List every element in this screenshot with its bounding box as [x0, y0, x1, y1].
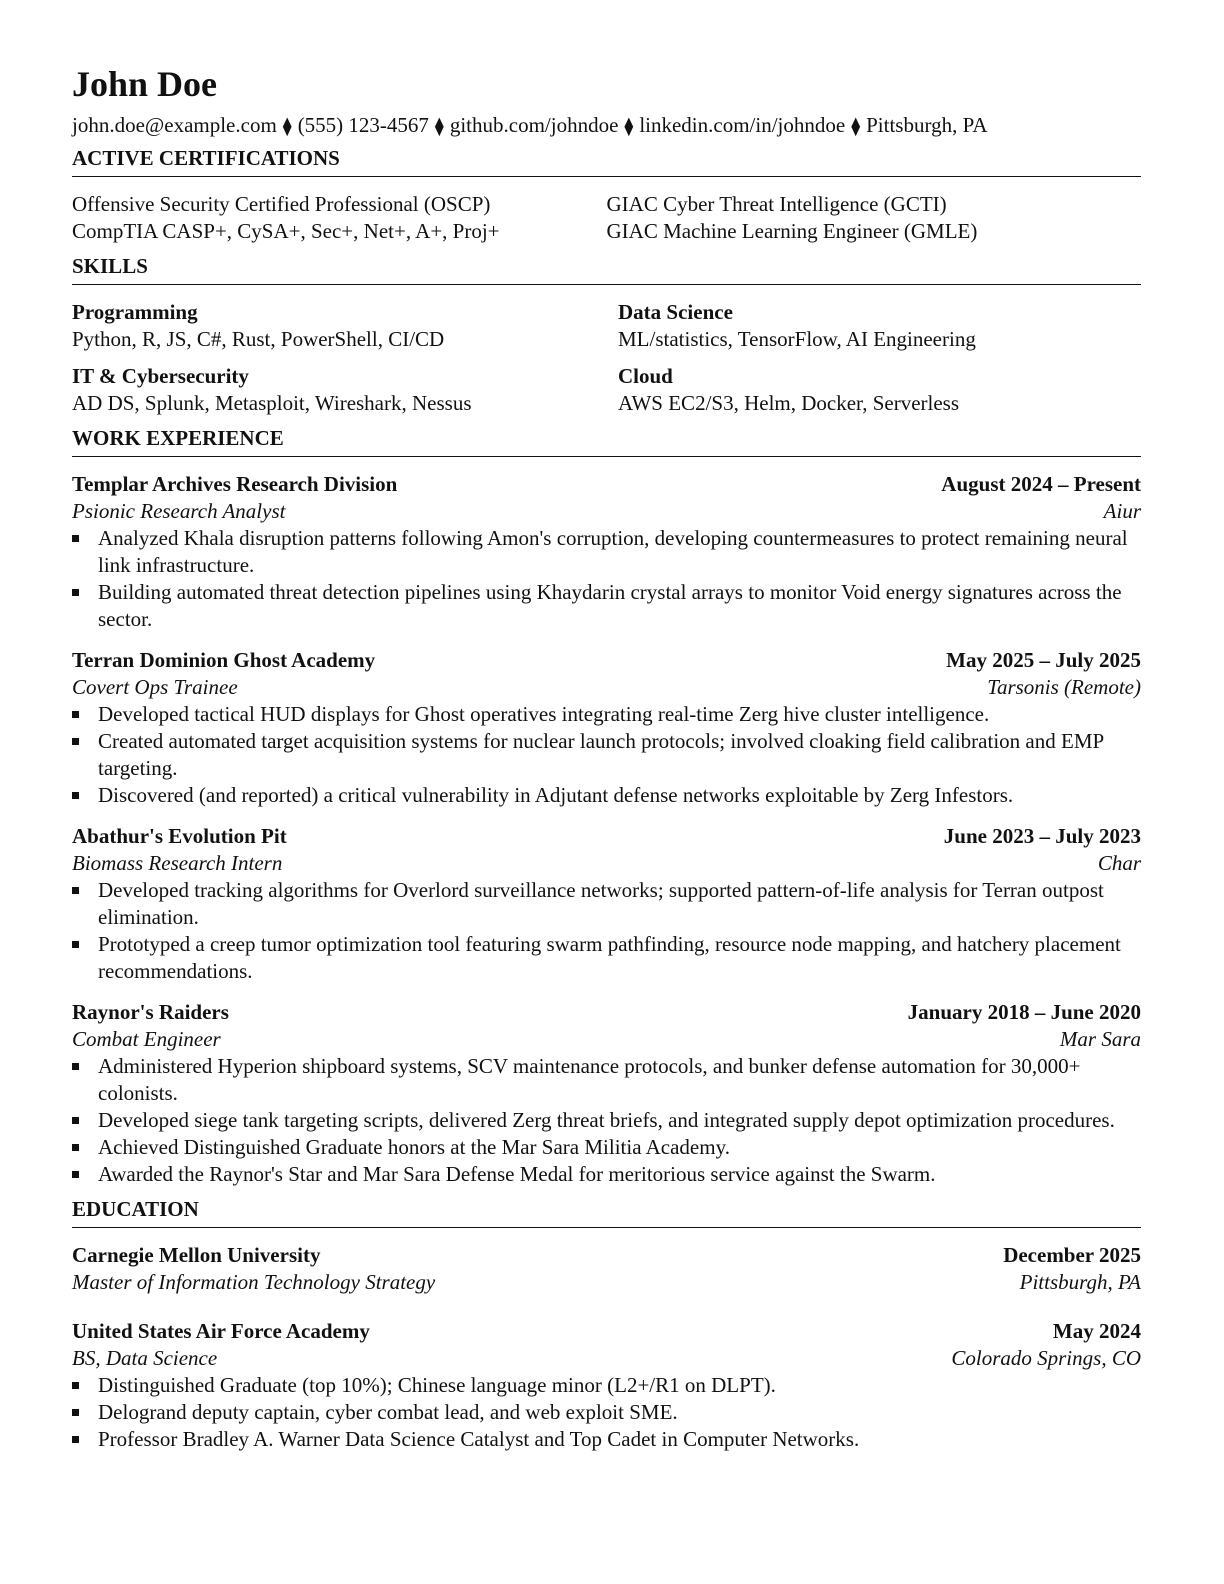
work-experience-heading: WORK EXPERIENCE — [72, 425, 1141, 457]
contact-email[interactable]: john.doe@example.com — [72, 113, 277, 137]
job-organization: Templar Archives Research Division — [72, 472, 398, 496]
education-entry — [72, 1318, 1141, 1453]
square-bullet-icon — [72, 1382, 79, 1389]
square-bullet-icon — [72, 1171, 79, 1178]
school-name: United States Air Force Academy — [72, 1319, 370, 1343]
skill-group-programming — [72, 299, 618, 353]
job-organization: Terran Dominion Ghost Academy — [72, 648, 376, 672]
contact-github[interactable]: github.com/johndoe — [449, 113, 619, 137]
skill-group-title: Cloud — [618, 364, 673, 388]
list-item: Discovered (and reported) a critical vulnerability in Adjutant defense networks exploitable by Zerg Infestors. — [72, 782, 1141, 809]
square-bullet-icon — [72, 738, 79, 745]
list-item: Distinguished Graduate (top 10%); Chinese language minor (L2+/R1 on DLPT). — [72, 1372, 1141, 1399]
certifications-heading: ACTIVE CERTIFICATIONS — [72, 145, 1141, 177]
contact-location: Pittsburgh, PA — [866, 113, 988, 137]
job-role: Biomass Research Intern — [72, 851, 283, 875]
list-item: Analyzed Khala disruption patterns following Amon's corruption, developing countermeasures to protect remaining neural link infrastructure. — [72, 525, 1141, 579]
job-role: Psionic Research Analyst — [72, 499, 286, 523]
school-degree: Master of Information Technology Strategy — [72, 1270, 436, 1294]
square-bullet-icon — [72, 1117, 79, 1124]
job-entry — [72, 647, 1141, 809]
job-organization: Raynor's Raiders — [72, 1000, 229, 1024]
candidate-name: John Doe — [72, 64, 218, 104]
skill-group-cloud — [618, 363, 1141, 417]
job-role: Combat Engineer — [72, 1027, 221, 1051]
square-bullet-icon — [72, 1144, 79, 1151]
skill-group-title: IT & Cybersecurity — [72, 364, 249, 388]
education-entry — [72, 1242, 1141, 1296]
list-item: Achieved Distinguished Graduate honors at the Mar Sara Militia Academy. — [72, 1134, 1141, 1161]
job-dates: January 2018 – June 2020 — [907, 1000, 1141, 1024]
certification-item: GIAC Machine Learning Engineer (GMLE) — [606, 219, 978, 243]
job-role: Covert Ops Trainee — [72, 675, 238, 699]
square-bullet-icon — [72, 1063, 79, 1070]
certification-item: GIAC Cyber Threat Intelligence (GCTI) — [606, 192, 947, 216]
skill-group-items: Python, R, JS, C#, Rust, PowerShell, CI/CD — [72, 327, 445, 351]
list-item: Professor Bradley A. Warner Data Science Catalyst and Top Cadet in Computer Networks. — [72, 1426, 1141, 1453]
certifications-list — [72, 191, 1141, 245]
skill-group-items: ML/statistics, TensorFlow, AI Engineering — [618, 327, 976, 351]
list-item: Developed siege tank targeting scripts, delivered Zerg threat briefs, and integrated supply depot optimization procedures. — [72, 1107, 1141, 1134]
job-entry — [72, 823, 1141, 985]
square-bullet-icon — [72, 792, 79, 799]
skill-group-data-science — [618, 299, 1141, 353]
contact-linkedin[interactable]: linkedin.com/in/johndoe — [639, 113, 846, 137]
school-name: Carnegie Mellon University — [72, 1243, 321, 1267]
list-item: Building automated threat detection pipelines using Khaydarin crystal arrays to monitor Void energy signatures across the sector. — [72, 579, 1141, 633]
diamond-separator-icon: ⧫ — [851, 116, 861, 136]
list-item: Awarded the Raynor's Star and Mar Sara Defense Medal for meritorious service against the Swarm. — [72, 1161, 1141, 1188]
skills-heading: SKILLS — [72, 253, 1141, 285]
contact-line — [72, 110, 1141, 141]
skill-group-items: AD DS, Splunk, Metasploit, Wireshark, Nessus — [72, 391, 472, 415]
contact-phone[interactable]: (555) 123-4567 — [297, 113, 429, 137]
job-location: Char — [1097, 851, 1141, 875]
job-location: Tarsonis (Remote) — [987, 675, 1141, 699]
list-item: Developed tactical HUD displays for Ghost operatives integrating real-time Zerg hive cluster intelligence. — [72, 701, 1141, 728]
list-item: Prototyped a creep tumor optimization tool featuring swarm pathfinding, resource node mapping, and hatchery placement recommendations. — [72, 931, 1141, 985]
diamond-separator-icon: ⧫ — [624, 116, 634, 136]
list-item: Delogrand deputy captain, cyber combat lead, and web exploit SME. — [72, 1399, 1141, 1426]
job-entry — [72, 999, 1141, 1188]
diamond-separator-icon: ⧫ — [434, 116, 444, 136]
education-heading: EDUCATION — [72, 1196, 1141, 1228]
job-location: Mar Sara — [1059, 1027, 1141, 1051]
square-bullet-icon — [72, 711, 79, 718]
school-location: Pittsburgh, PA — [1019, 1270, 1141, 1294]
skill-group-title: Programming — [72, 300, 198, 324]
certification-item: CompTIA CASP+, CySA+, Sec+, Net+, A+, Proj+ — [72, 219, 500, 243]
school-degree: BS, Data Science — [72, 1346, 218, 1370]
job-dates: May 2025 – July 2025 — [946, 648, 1141, 672]
square-bullet-icon — [72, 535, 79, 542]
square-bullet-icon — [72, 1409, 79, 1416]
job-organization: Abathur's Evolution Pit — [72, 824, 287, 848]
job-entry — [72, 471, 1141, 633]
resume-page — [72, 62, 1141, 1453]
school-dates: May 2024 — [1052, 1319, 1141, 1343]
list-item: Developed tracking algorithms for Overlord surveillance networks; supported pattern-of-life analysis for Terran outpost elimination. — [72, 877, 1141, 931]
list-item: Administered Hyperion shipboard systems, SCV maintenance protocols, and bunker defense automation for 30,000+ colonists. — [72, 1053, 1141, 1107]
school-dates: December 2025 — [1003, 1243, 1141, 1267]
job-location: Aiur — [1103, 499, 1141, 523]
job-dates: June 2023 – July 2023 — [943, 824, 1141, 848]
skill-group-title: Data Science — [618, 300, 733, 324]
school-location: Colorado Springs, CO — [951, 1346, 1141, 1370]
square-bullet-icon — [72, 887, 79, 894]
skill-group-items: AWS EC2/S3, Helm, Docker, Serverless — [618, 391, 960, 415]
diamond-separator-icon: ⧫ — [282, 116, 292, 136]
job-dates: August 2024 – Present — [941, 472, 1141, 496]
square-bullet-icon — [72, 589, 79, 596]
square-bullet-icon — [72, 1436, 79, 1443]
list-item: Created automated target acquisition systems for nuclear launch protocols; involved cloaking field calibration and EMP targeting. — [72, 728, 1141, 782]
skill-group-it-cybersecurity — [72, 363, 618, 417]
square-bullet-icon — [72, 941, 79, 948]
certification-item: Offensive Security Certified Professional (OSCP) — [72, 192, 491, 216]
skills-grid — [72, 299, 1141, 417]
